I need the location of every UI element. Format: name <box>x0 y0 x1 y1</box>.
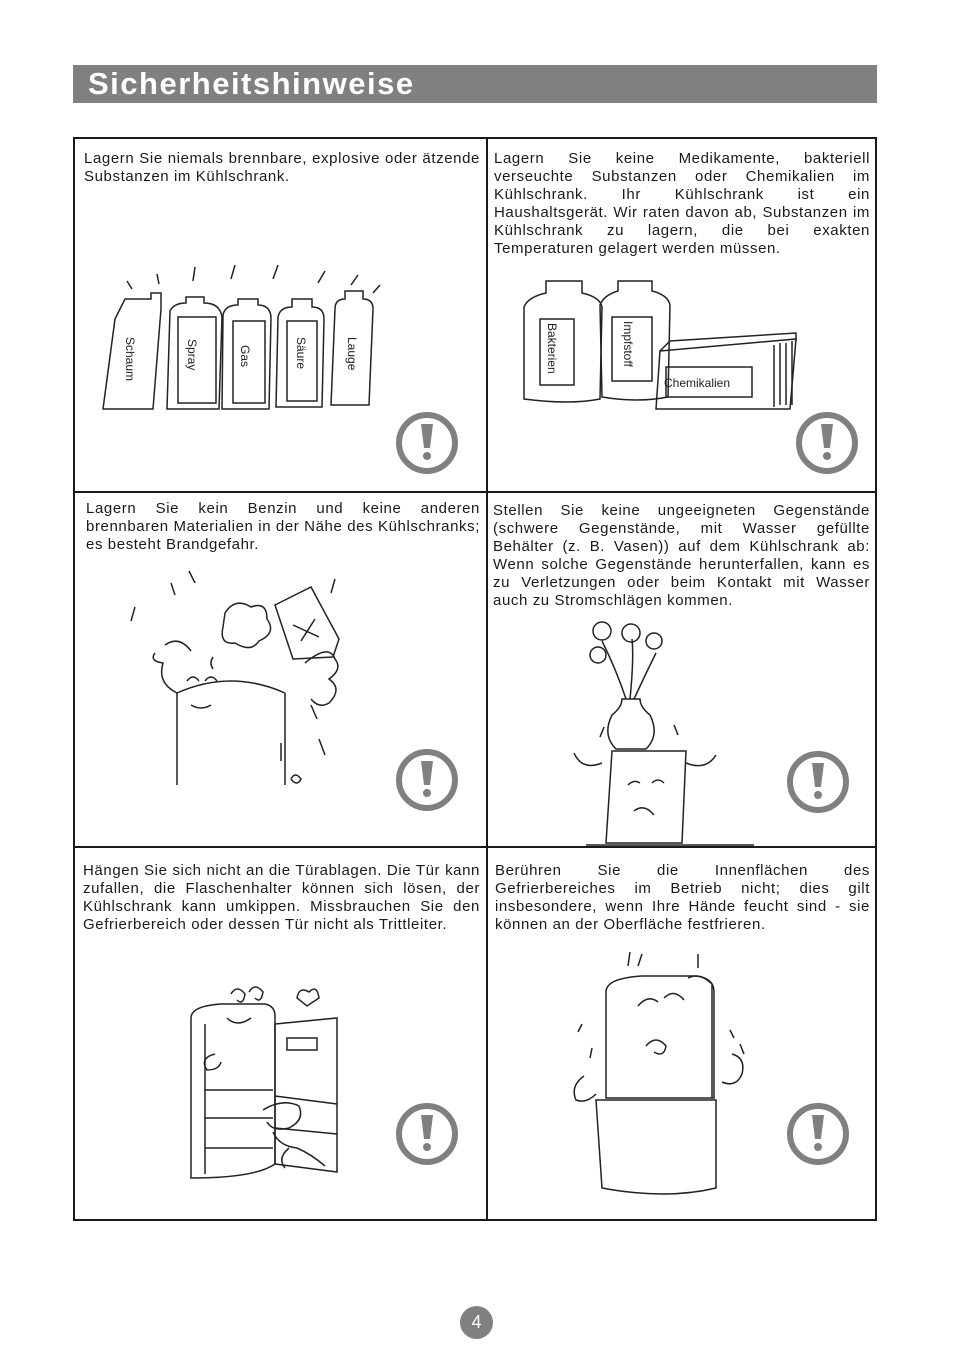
exclamation-circle-icon <box>399 415 455 471</box>
medicine-illustration <box>488 139 875 491</box>
cell-text: Berühren Sie die Innenflächen des Gefrierbereiches im Betrieb nicht; dies gilt insbesondere, wenn Ihre Hände feucht sind - sie können an der Oberfläche festfrieren. <box>495 862 870 933</box>
bottles-illustration <box>75 139 486 491</box>
door-fridge-illustration <box>75 848 486 1219</box>
title-bar <box>73 65 877 103</box>
vase-fridge-illustration <box>488 493 875 846</box>
label-gas: Gas <box>238 345 252 368</box>
label-bakterien: Bakterien <box>545 323 559 374</box>
cell-freezer <box>488 848 875 1219</box>
page-number: 4 <box>460 1306 493 1339</box>
fire-fridge-illustration <box>75 493 486 846</box>
cell-petrol <box>75 493 486 846</box>
cell-medicine <box>488 139 875 491</box>
label-impfstoff: Impfstoff <box>621 321 635 367</box>
cell-text: Lagern Sie kein Benzin und keine anderen brennbaren Materialien in der Nähe des Kühlschranks; es besteht Brandgefahr. <box>86 500 480 553</box>
cell-door <box>75 848 486 1219</box>
freezer-illustration <box>488 848 875 1219</box>
label-spray: Spray <box>185 339 199 371</box>
label-saeure: Säure <box>294 337 308 370</box>
exclamation-circle-icon <box>790 754 846 810</box>
page-title: Sicherheitshinweise <box>88 66 415 101</box>
exclamation-circle-icon <box>799 415 855 471</box>
exclamation-circle-icon <box>399 752 455 808</box>
cell-chemicals <box>75 139 486 491</box>
safety-grid <box>73 137 877 1221</box>
cell-text: Lagern Sie keine Medikamente, bakteriell verseuchte Substanzen oder Chemikalien im Kühlschrank. Ihr Kühlschrank ist ein Haushaltsgerät. Wir raten davon ab, Substanzen im Kühlschrank zu lagern, die bei exakten Temperaturen gelagert werden müssen. <box>494 150 870 257</box>
exclamation-circle-icon <box>790 1106 846 1162</box>
cell-text: Stellen Sie keine ungeeigneten Gegenstände (schwere Gegenstände, mit Wasser gefüllte Behälter (z. B. Vasen)) auf dem Kühlschrank ab: Wenn solche Gegenstände herunterfallen, kann es zu Verletzungen oder beim Kontakt mit Wasser auch zu Stromschlägen kommen. <box>493 502 870 609</box>
label-schaum: Schaum <box>123 337 137 382</box>
label-chemikalien: Chemikalien <box>664 376 731 390</box>
cell-objects <box>488 493 875 846</box>
label-lauge: Lauge <box>345 337 359 371</box>
cell-text: Lagern Sie niemals brennbare, explosive oder ätzende Substanzen im Kühlschrank. <box>84 150 480 185</box>
cell-text: Hängen Sie sich nicht an die Türablagen. Die Tür kann zufallen, die Flaschenhalter können sich lösen, der Kühlschrank kann umkippen. Missbrauchen Sie den Gefrierbereich oder dessen Tür nicht als Trittleiter. <box>83 862 480 933</box>
exclamation-circle-icon <box>399 1106 455 1162</box>
